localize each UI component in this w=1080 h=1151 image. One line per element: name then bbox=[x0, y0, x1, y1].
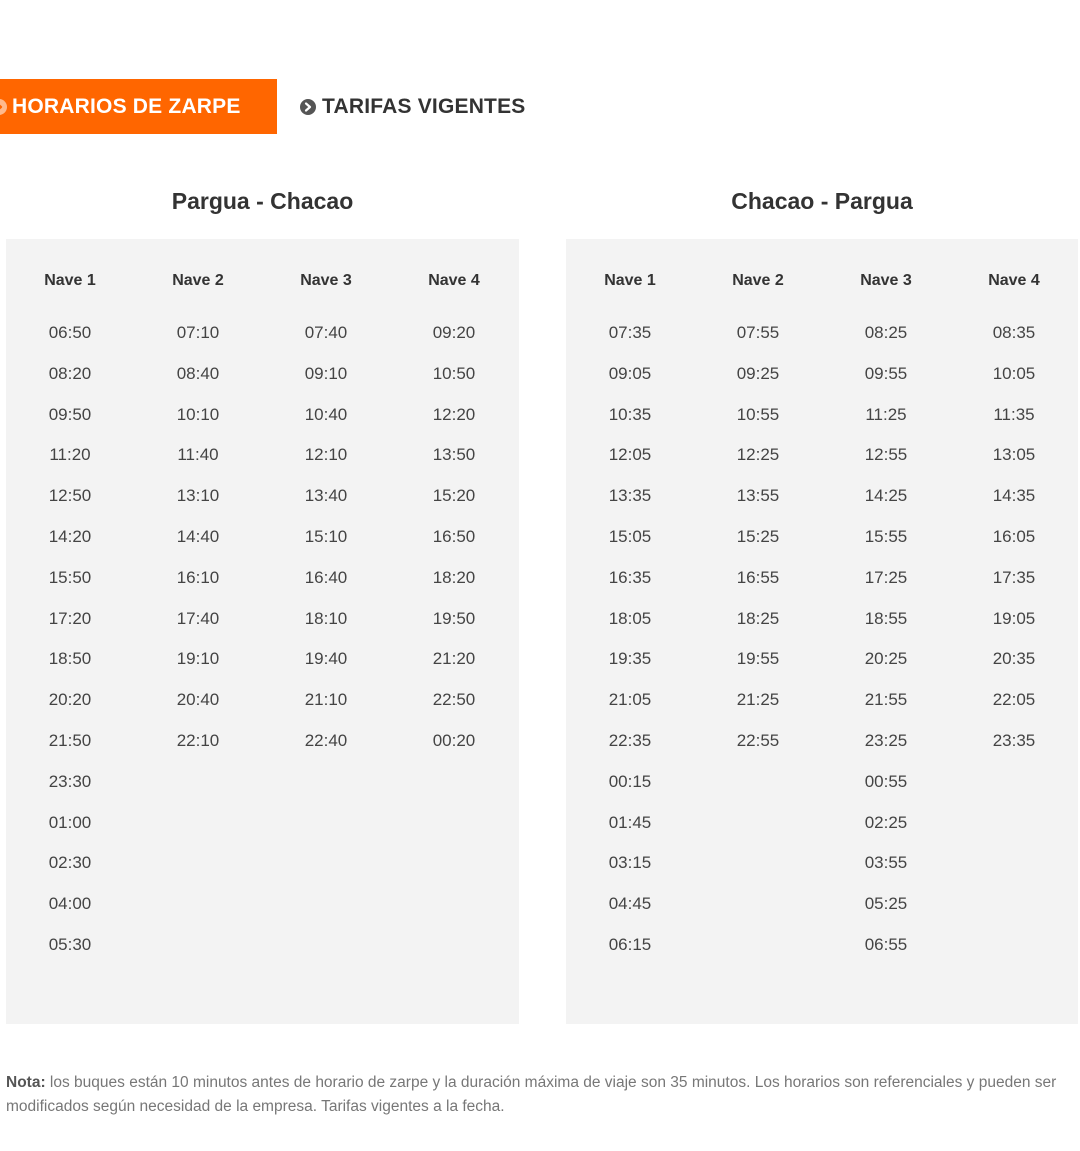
tab-tarifas-vigentes[interactable] bbox=[277, 79, 526, 134]
departure-time: 15:55 bbox=[864, 527, 908, 546]
departure-time: 14:25 bbox=[864, 486, 908, 506]
departure-time: 09:50 bbox=[48, 404, 92, 424]
departure-time: 13:35 bbox=[608, 486, 652, 506]
table-title-pargua-chacao: Pargua - Chacao bbox=[171, 188, 354, 214]
departure-time: 18:20 bbox=[432, 567, 476, 587]
departure-time: 15:50 bbox=[48, 567, 92, 587]
circle-arrow-right-icon bbox=[0, 99, 7, 115]
departure-time: 16:35 bbox=[608, 567, 652, 587]
departure-time: 21:05 bbox=[608, 690, 652, 710]
schedule-table-pargua-chacao bbox=[6, 239, 519, 1024]
departure-time: 05:25 bbox=[864, 894, 908, 914]
departure-time: 09:25 bbox=[736, 363, 780, 383]
departure-time: 09:20 bbox=[432, 323, 476, 342]
departure-time: 09:10 bbox=[304, 363, 348, 383]
departure-time: 00:20 bbox=[432, 731, 476, 750]
departure-time: 05:30 bbox=[48, 935, 92, 954]
departure-time: 07:35 bbox=[608, 323, 652, 342]
departure-time: 22:40 bbox=[304, 731, 348, 750]
departure-time: 06:15 bbox=[608, 935, 652, 954]
departure-time: 22:10 bbox=[176, 731, 220, 750]
departure-time: 21:50 bbox=[48, 731, 92, 750]
departure-time: 08:40 bbox=[176, 363, 220, 383]
departure-time: 22:50 bbox=[432, 690, 476, 710]
departure-time: 17:25 bbox=[864, 567, 908, 587]
column-header: Nave 3 bbox=[860, 272, 912, 289]
departure-time: 10:40 bbox=[304, 404, 348, 424]
departure-time: 13:10 bbox=[176, 486, 220, 506]
departure-time: 15:25 bbox=[736, 527, 780, 546]
departure-time: 22:05 bbox=[992, 690, 1036, 710]
departure-time: 10:55 bbox=[736, 404, 780, 424]
departure-time: 10:05 bbox=[992, 363, 1036, 383]
departure-time: 18:10 bbox=[304, 608, 348, 628]
schedule-note bbox=[6, 1071, 1080, 1119]
departure-time: 00:55 bbox=[864, 771, 908, 791]
departure-time: 21:55 bbox=[864, 690, 908, 710]
circle-arrow-right-icon bbox=[300, 99, 316, 115]
departure-time: 10:10 bbox=[176, 404, 220, 424]
departure-time: 07:55 bbox=[736, 323, 780, 342]
departure-time: 03:55 bbox=[864, 853, 908, 873]
departure-time: 06:50 bbox=[48, 323, 92, 342]
departure-time: 12:50 bbox=[48, 486, 92, 506]
departure-time: 07:10 bbox=[176, 323, 220, 342]
column-header: Nave 4 bbox=[428, 272, 480, 289]
departure-time: 08:20 bbox=[48, 363, 92, 383]
departure-time: 19:50 bbox=[432, 608, 476, 628]
departure-time: 17:35 bbox=[992, 567, 1036, 587]
departure-time: 23:25 bbox=[864, 731, 908, 750]
departure-time: 15:10 bbox=[304, 527, 348, 546]
table-title-chacao-pargua: Chacao - Pargua bbox=[731, 188, 913, 214]
departure-time: 16:50 bbox=[432, 527, 476, 546]
departure-time: 19:10 bbox=[176, 649, 220, 669]
departure-time: 16:05 bbox=[992, 527, 1036, 546]
note-text: los buques están 10 minutos antes de horario de zarpe y la duración máxima de viaje son 35 minutos. Los horarios son referenciales y pueden ser modificados según necesidad de la empresa. Tarifas vigentes a la fecha. bbox=[6, 1074, 1057, 1115]
departure-time: 16:55 bbox=[736, 567, 780, 587]
departure-time: 21:10 bbox=[304, 690, 348, 710]
departure-time: 21:25 bbox=[736, 690, 780, 710]
departure-time: 19:40 bbox=[304, 649, 348, 669]
departure-time: 17:40 bbox=[176, 608, 220, 628]
departure-time: 22:35 bbox=[608, 731, 652, 750]
departure-time: 23:30 bbox=[48, 771, 92, 791]
schedule-tabs bbox=[0, 79, 526, 134]
departure-time: 07:40 bbox=[304, 323, 348, 342]
departure-time: 04:45 bbox=[608, 894, 652, 914]
column-header: Nave 3 bbox=[300, 272, 352, 289]
column-header: Nave 1 bbox=[44, 272, 96, 289]
departure-time: 09:55 bbox=[864, 363, 908, 383]
departure-time: 16:40 bbox=[304, 567, 348, 587]
departure-time: 01:45 bbox=[608, 812, 652, 832]
departure-time: 02:25 bbox=[864, 812, 908, 832]
column-header: Nave 2 bbox=[172, 272, 224, 289]
column-header: Nave 2 bbox=[732, 272, 784, 289]
departure-time: 13:05 bbox=[992, 445, 1036, 465]
departure-time: 11:40 bbox=[177, 445, 219, 465]
departure-time: 12:10 bbox=[304, 445, 348, 465]
departure-time: 12:25 bbox=[736, 445, 780, 465]
tab-label: TARIFAS VIGENTES bbox=[322, 94, 526, 118]
departure-time: 18:25 bbox=[736, 608, 780, 628]
departure-time: 23:35 bbox=[992, 731, 1036, 750]
departure-time: 18:55 bbox=[864, 608, 908, 628]
departure-time: 03:15 bbox=[608, 853, 652, 873]
departure-time: 22:55 bbox=[736, 731, 780, 750]
departure-time: 20:40 bbox=[176, 690, 220, 710]
departure-time: 20:25 bbox=[864, 649, 908, 669]
departure-time: 19:05 bbox=[992, 608, 1036, 628]
departure-time: 14:40 bbox=[176, 527, 220, 546]
departure-time: 15:20 bbox=[432, 486, 476, 506]
departure-time: 20:35 bbox=[992, 649, 1036, 669]
departure-time: 14:35 bbox=[992, 486, 1036, 506]
departure-time: 19:55 bbox=[736, 649, 780, 669]
departure-time: 11:25 bbox=[865, 404, 907, 424]
note-label: Nota: bbox=[6, 1074, 46, 1091]
departure-time: 01:00 bbox=[48, 812, 92, 832]
departure-time: 14:20 bbox=[48, 527, 92, 546]
column-header: Nave 1 bbox=[604, 272, 656, 289]
departure-time: 12:20 bbox=[432, 404, 476, 424]
departure-time: 11:35 bbox=[993, 404, 1035, 424]
departure-time: 10:50 bbox=[432, 363, 476, 383]
departure-time: 00:15 bbox=[608, 771, 652, 791]
departure-time: 16:10 bbox=[176, 567, 220, 587]
departure-time: 15:05 bbox=[608, 527, 652, 546]
departure-time: 13:55 bbox=[736, 486, 780, 506]
departure-time: 10:35 bbox=[608, 404, 652, 424]
departure-time: 08:25 bbox=[864, 323, 908, 342]
departure-time: 04:00 bbox=[48, 894, 92, 914]
departure-time: 09:05 bbox=[608, 363, 652, 383]
departure-time: 12:55 bbox=[864, 445, 908, 465]
departure-time: 08:35 bbox=[992, 323, 1036, 342]
departure-time: 18:05 bbox=[608, 608, 652, 628]
departure-time: 17:20 bbox=[48, 608, 92, 628]
departure-time: 11:20 bbox=[49, 445, 91, 465]
departure-time: 12:05 bbox=[608, 445, 652, 465]
departure-time: 21:20 bbox=[432, 649, 476, 669]
departure-time: 13:50 bbox=[432, 445, 476, 465]
schedule-table-chacao-pargua bbox=[566, 239, 1078, 1024]
column-header: Nave 4 bbox=[988, 272, 1040, 289]
departure-time: 19:35 bbox=[608, 649, 652, 669]
tab-horarios-de-zarpe[interactable] bbox=[0, 79, 277, 134]
departure-time: 18:50 bbox=[48, 649, 92, 669]
tab-label: HORARIOS DE ZARPE bbox=[12, 94, 241, 118]
departure-time: 13:40 bbox=[304, 486, 348, 506]
departure-time: 20:20 bbox=[48, 690, 92, 710]
departure-time: 06:55 bbox=[864, 935, 908, 954]
departure-time: 02:30 bbox=[48, 853, 92, 873]
